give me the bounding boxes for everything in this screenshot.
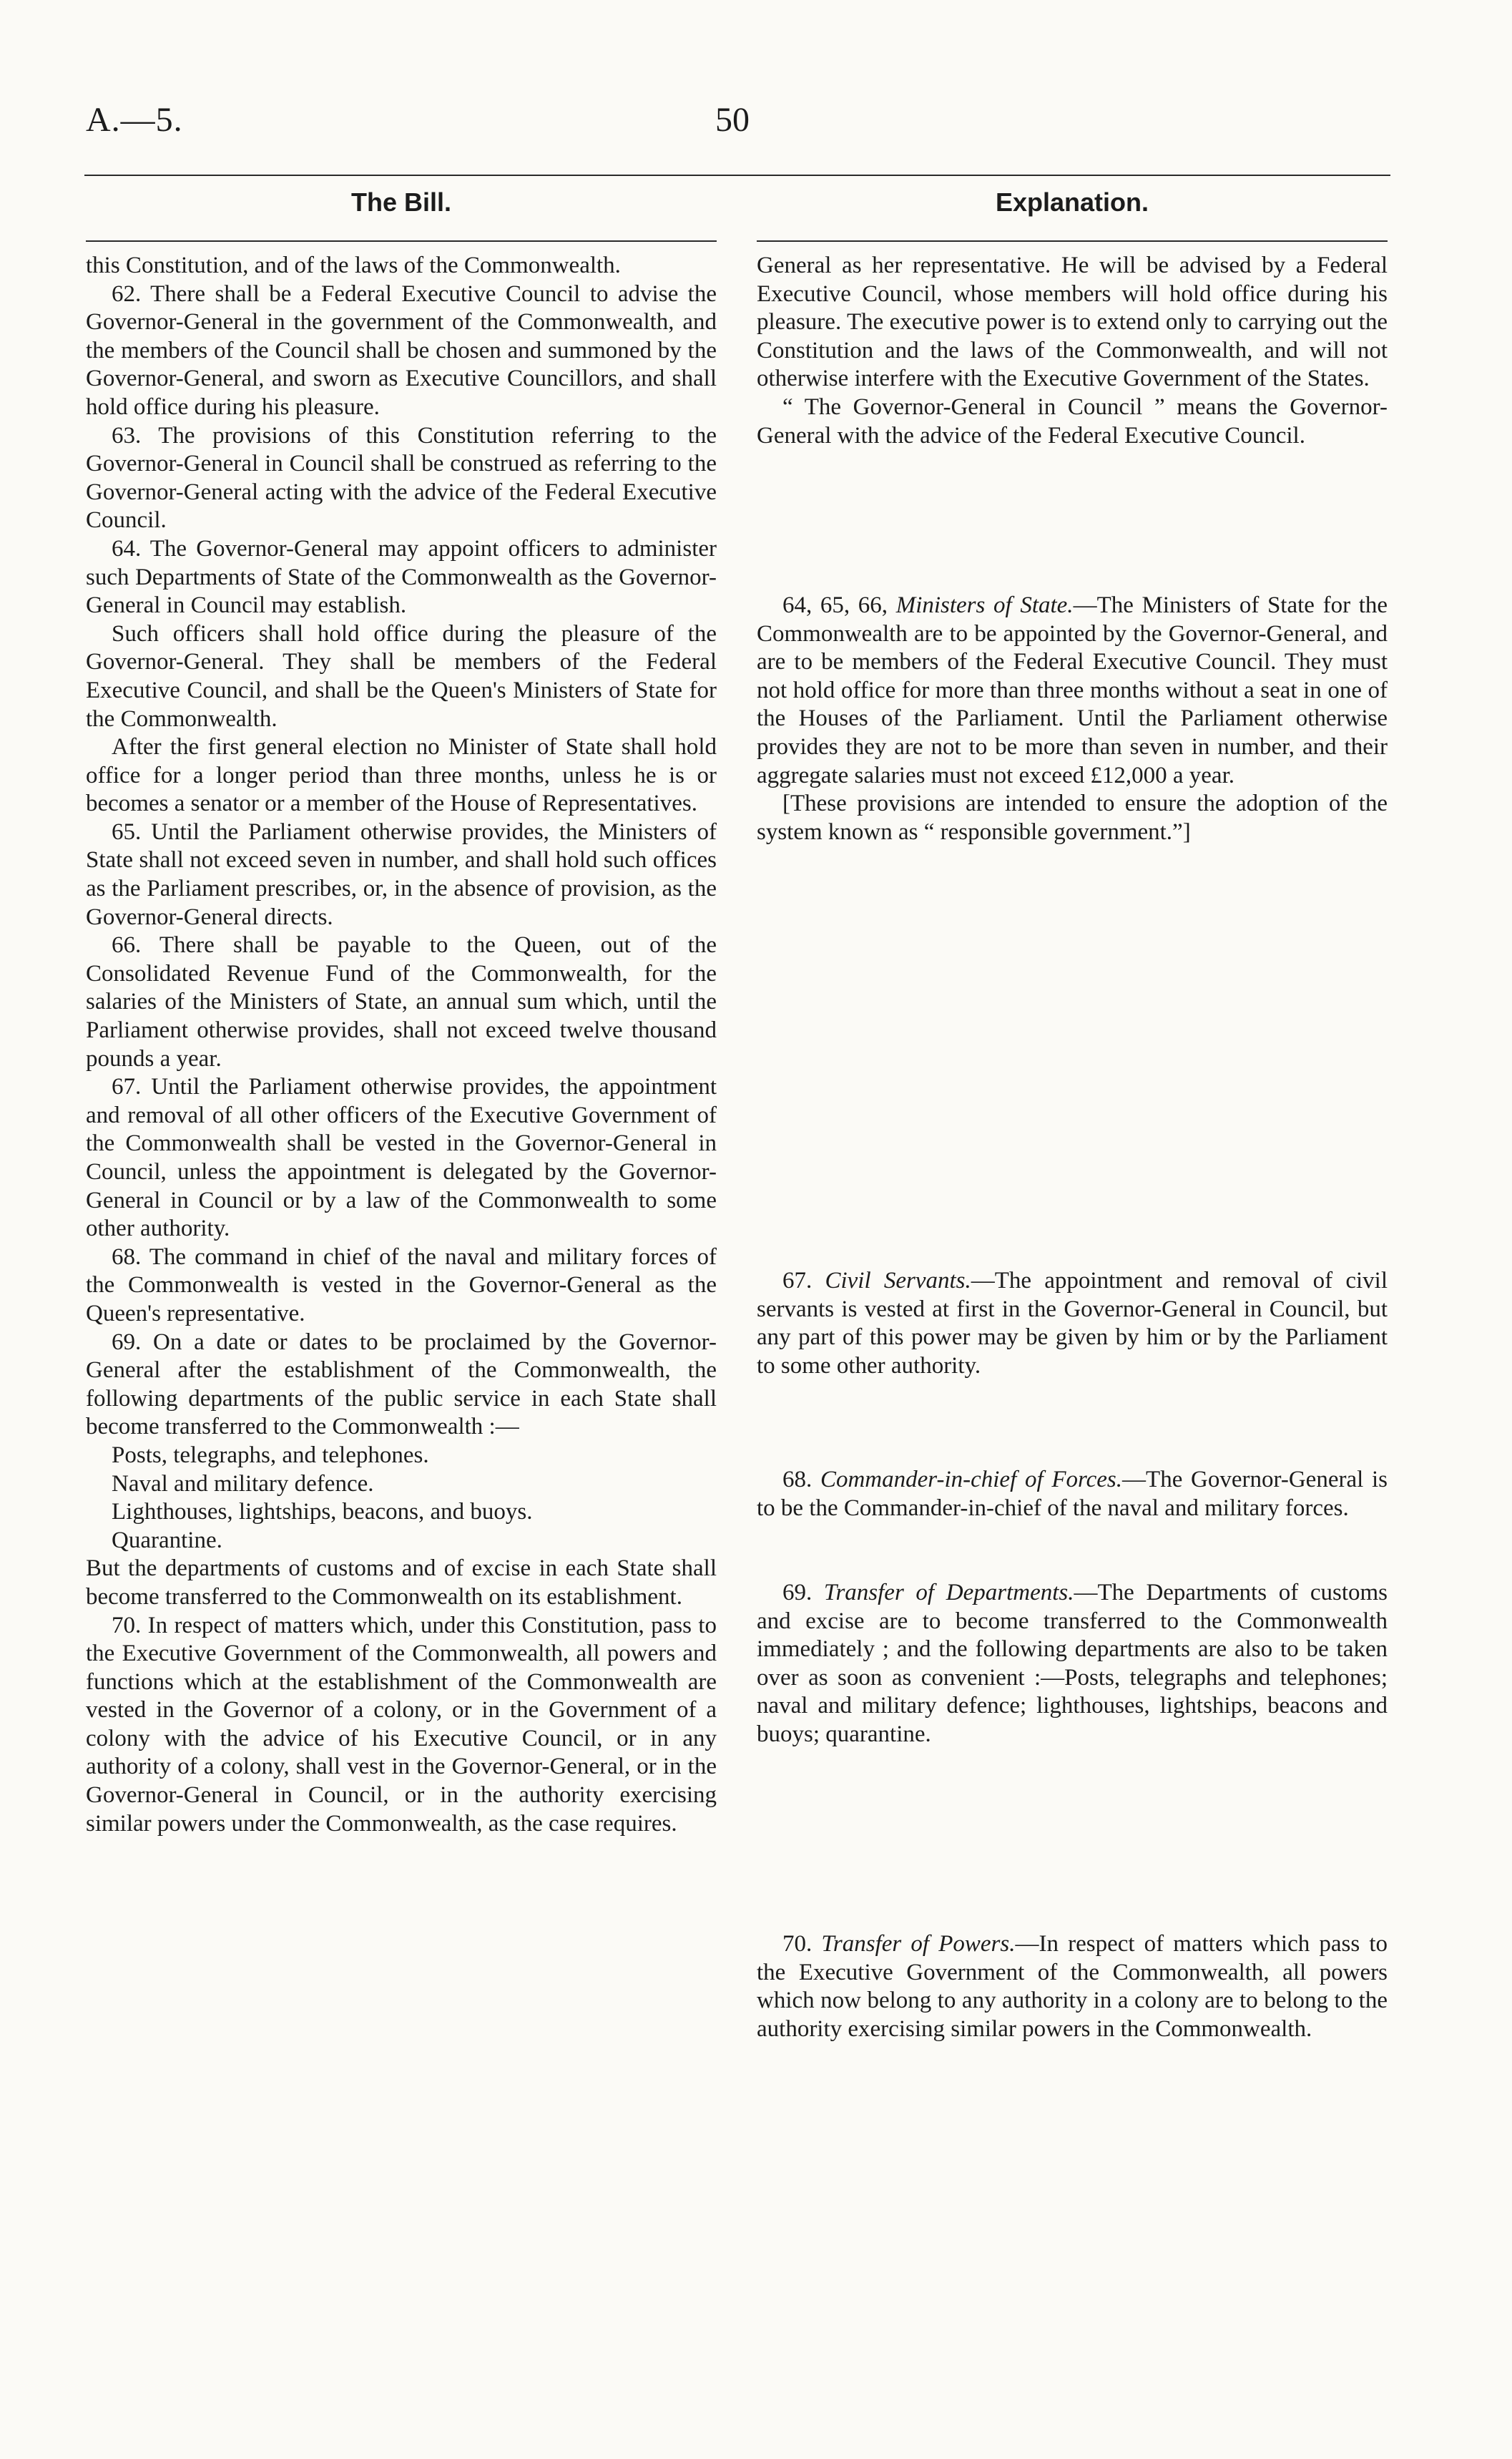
- bill-section-69: 69. On a date or dates to be proclaimed by the Governor-General after the establishment of the Commonwealth, the following departments of the public service in each State shall become transferred to the Commonwealth :—: [86, 1329, 717, 1440]
- list-item: Naval and military defence.: [112, 1470, 374, 1497]
- list-item: Lighthouses, lightships, beacons, and buoys.: [112, 1499, 533, 1525]
- bill-section-64: 64. The Governor-General may appoint officers to administer such Departments of State of the Commonwealth as the Governor-General in Council may establish.: [86, 535, 717, 619]
- explanation-column-title: Explanation.: [995, 187, 1149, 217]
- explanation-intro: [757, 252, 1388, 450]
- bill-section-64-officers: Such officers shall hold office during the pleasure of the Governor-General. They shall be members of the Federal Executive Council, and shall be the Queen's Ministers of State for the Commonwealth.: [86, 620, 717, 732]
- explanation-executive: General as her representative. He will be advised by a Federal Executive Council, whose members will hold office during his pleasure. The executive power is to extend only to carrying out the Constitution and the laws of the Commonwealth, and will not otherwise interfere with the Executive Government of the States.: [757, 253, 1388, 392]
- bill-column-title: The Bill.: [350, 187, 451, 217]
- explanation-title-rule: [757, 240, 1388, 242]
- document-reference: A.—5.: [86, 101, 183, 139]
- bill-section-64-election: After the first general election no Minister of State shall hold office for a longer period than three months, unless he is or becomes a senator or a member of the House of Representatives.: [86, 734, 717, 817]
- explanation-note: [These provisions are intended to ensure the adoption of the system known as “ responsible government.”]: [757, 791, 1388, 845]
- bill-paragraph-continued: this Constitution, and of the laws of the Commonwealth.: [86, 253, 621, 278]
- explanation-68: [757, 1466, 1388, 1522]
- explanation-body: —The Departments of customs and excise are to become transferred to the Commonwealth immediately ; and the following departments are also to be taken over as soon as convenient :—Posts, telegraphs and telephones; naval and military defence; lighthouses, lightships, beacons and buoys; quarantine.: [757, 1580, 1388, 1747]
- explanation-body: —In respect of matters which pass to the Executive Government of the Commonwealth, all powers which now belong to any authority in a colony are to belong to the authority exercising similar powers in the Commonwealth.: [757, 1931, 1388, 2042]
- bill-section-70: 70. In respect of matters which, under this Constitution, pass to the Executive Government of the Commonwealth, all powers and functions which at the establishment of the Commonwealth are vested in the Governor of a colony, or in the Government of a colony with the advice of his Executive Council, or in any authority of a colony, shall vest in the Governor-General, or in the Governor-General in Council, or in the authority exercising similar powers under the Commonwealth, as the case requires.: [86, 1612, 717, 1837]
- list-item: Posts, telegraphs, and telephones.: [112, 1442, 429, 1468]
- bill-title-rule: [86, 240, 717, 242]
- header-rule: [84, 175, 1390, 176]
- bill-section-67: 67. Until the Parliament otherwise provides, the appointment and removal of all other officers of the Executive Government of the Commonwealth shall be vested in the Governor-General in Council, unless the appointment is delegated by the Governor-General in Council or by a law of the Commonwealth to some other authority.: [86, 1074, 717, 1242]
- explanation-heading: Transfer of Powers.: [821, 1931, 1016, 1957]
- explanation-body: —The Governor-General is to be the Commander-in-chief of the naval and military forces.: [757, 1467, 1388, 1521]
- explanation-number: 69.: [782, 1580, 813, 1605]
- bill-section-69-customs: But the departments of customs and of excise in each State shall become transferred to the Commonwealth on its establishment.: [86, 1555, 717, 1610]
- explanation-number: 64, 65, 66,: [782, 592, 888, 618]
- bill-section-62: 62. There shall be a Federal Executive Council to advise the Governor-General in the government of the Commonwealth, and the members of the Council shall be chosen and summoned by the Governor-General, and sworn as Executive Councillors, and shall hold office during his pleasure.: [86, 280, 717, 420]
- page-number: 50: [715, 101, 750, 139]
- explanation-70: [757, 1930, 1388, 2043]
- explanation-heading: Commander-in-chief of Forces.: [820, 1467, 1123, 1492]
- bill-column: [86, 252, 717, 1838]
- bill-section-63: 63. The provisions of this Constitution referring to the Governor-General in Council shall be construed as referring to the Governor-General acting with the advice of the Federal Executive Council.: [86, 422, 717, 534]
- explanation-body: —The appointment and removal of civil servants is vested at first in the Governor-General in Council, but any part of this power may be given by him or by the Parliament to some other authority.: [757, 1268, 1388, 1379]
- bill-section-65: 65. Until the Parliament otherwise provides, the Ministers of State shall not exceed seven in number, and shall hold such offices as the Parliament prescribes, or, in the absence of provision, as the Governor-General directs.: [86, 818, 717, 930]
- explanation-heading: Ministers of State.: [895, 592, 1074, 618]
- list-item: Quarantine.: [112, 1527, 222, 1553]
- explanation-heading: Civil Servants.: [825, 1268, 971, 1294]
- bill-section-66: 66. There shall be payable to the Queen, out of the Consolidated Revenue Fund of the Commonwealth, for the salaries of the Ministers of State, an annual sum which, until the Parliament otherwise provides, shall not exceed twelve thousand pounds a year.: [86, 932, 717, 1072]
- explanation-body: —The Ministers of State for the Commonwealth are to be appointed by the Governor-General, and are to be members of the Federal Executive Council. They must not hold office for more than three months without a seat in one of the Houses of the Parliament. Until the Parliament otherwise provides they are not to be more than seven in number, and their aggregate salaries must not exceed £12,000 a year.: [757, 592, 1388, 788]
- explanation-64-66: [757, 592, 1388, 846]
- explanation-number: 67.: [782, 1268, 813, 1294]
- bill-section-68: 68. The command in chief of the naval and military forces of the Commonwealth is vested in the Governor-General as the Queen's representative.: [86, 1243, 717, 1326]
- explanation-number: 70.: [782, 1931, 813, 1957]
- explanation-67: [757, 1267, 1388, 1380]
- explanation-number: 68.: [782, 1467, 813, 1492]
- explanation-heading: Transfer of Departments.: [823, 1580, 1074, 1605]
- explanation-governor-in-council: “ The Governor-General in Council ” means the Governor-General with the advice of the Federal Executive Council.: [757, 393, 1388, 449]
- explanation-69: [757, 1579, 1388, 1749]
